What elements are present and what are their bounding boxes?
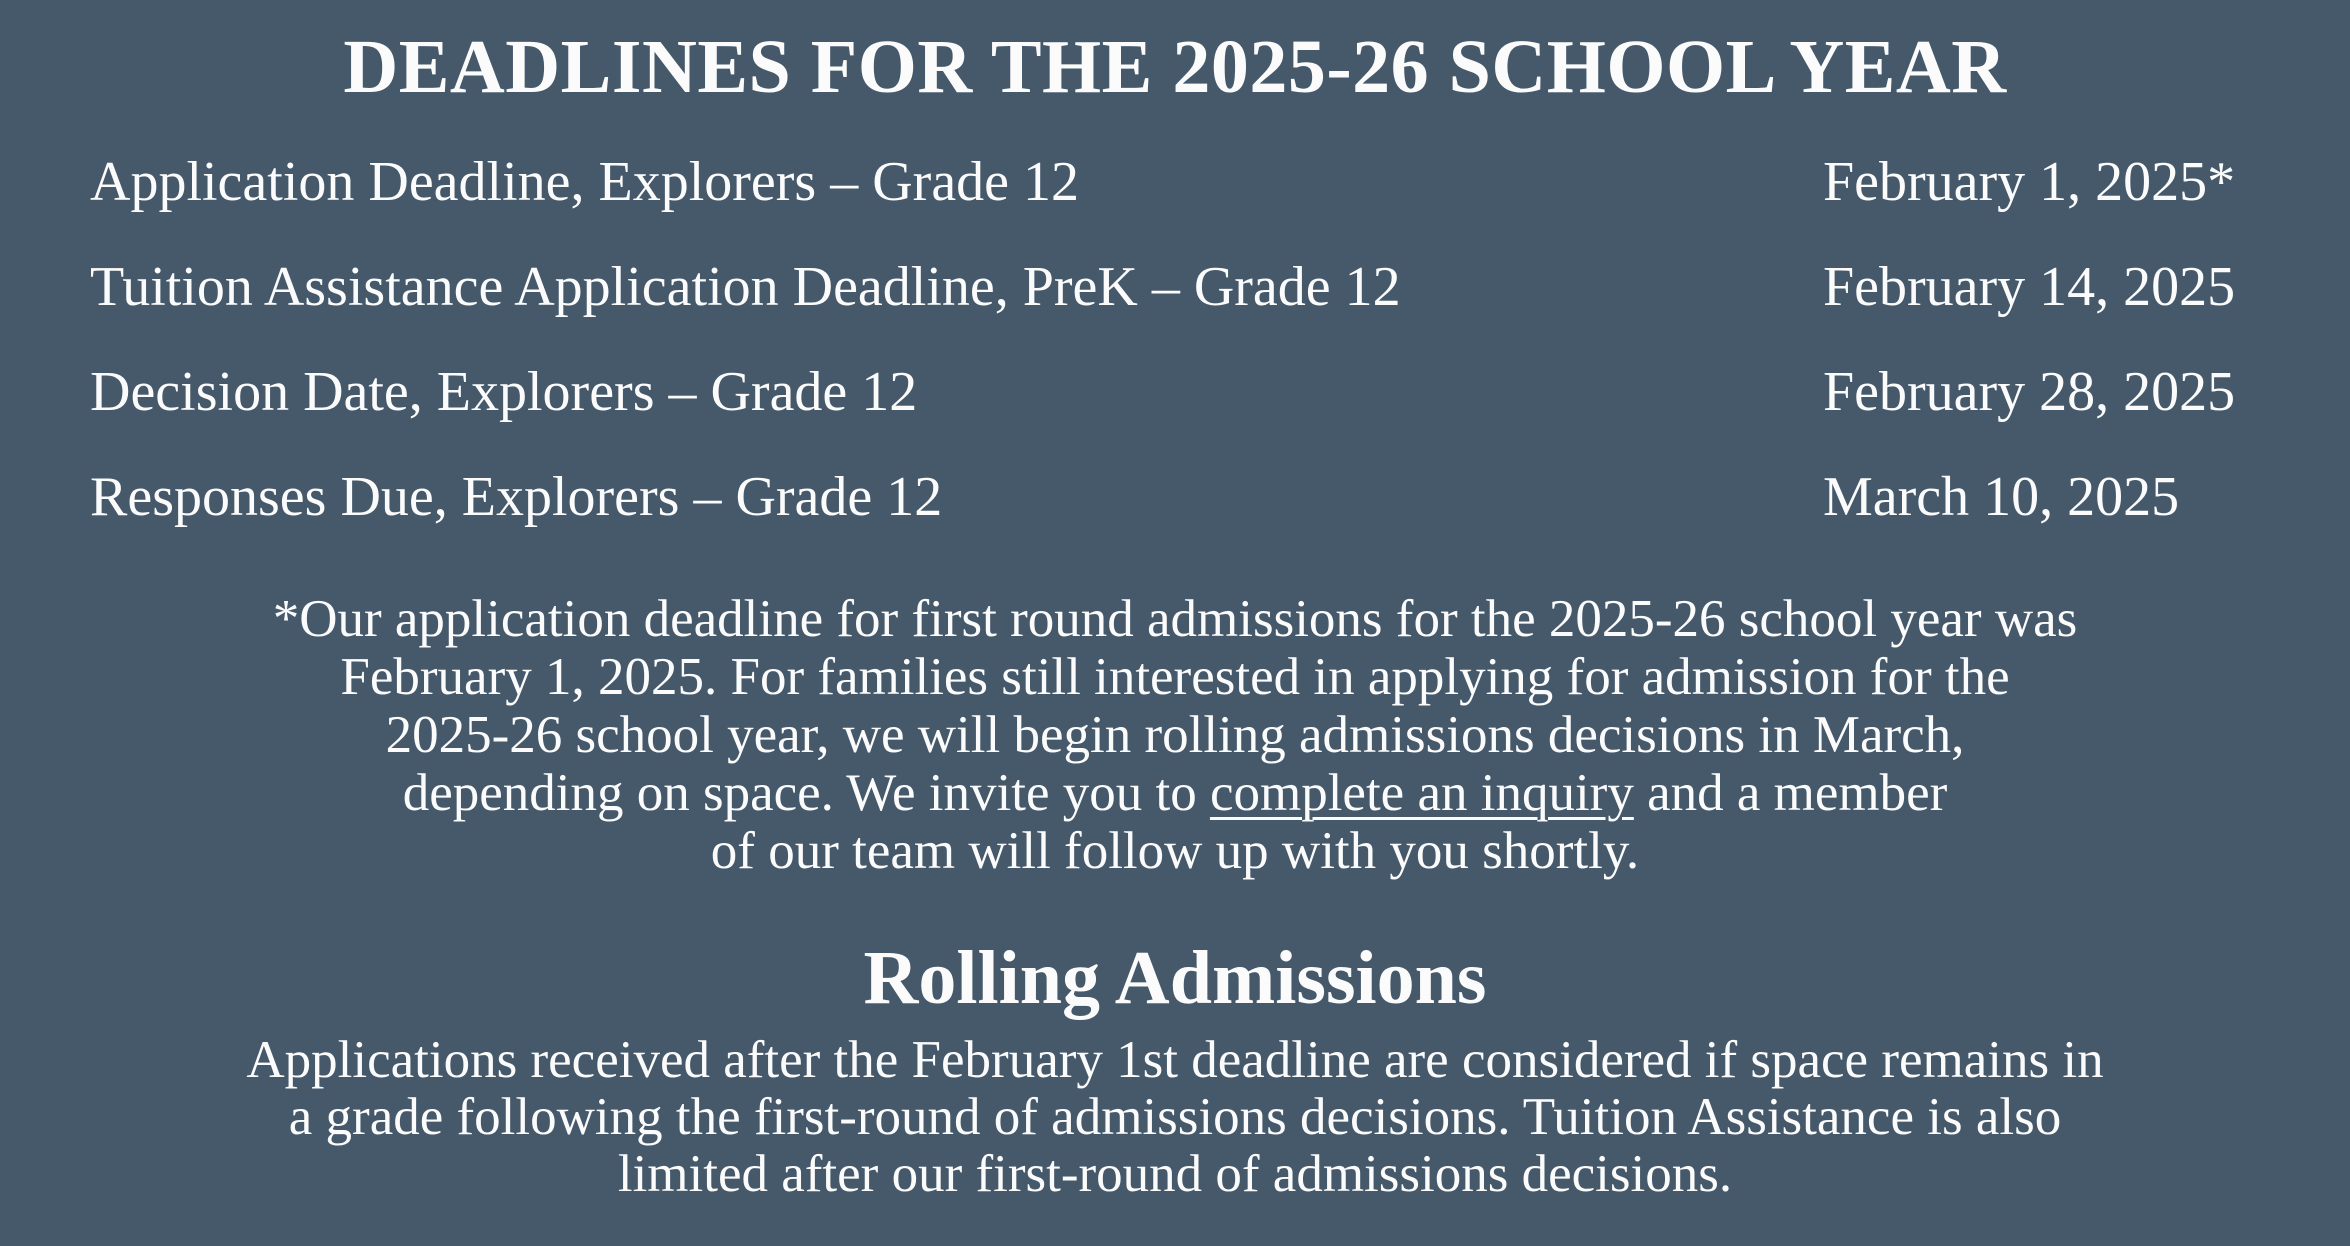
deadline-date: February 14, 2025 [1823, 256, 2236, 319]
deadline-row-decision-date [90, 340, 2300, 445]
page-title: DEADLINES FOR THE 2025-26 SCHOOL YEAR [343, 25, 2007, 109]
footnote-line-2: February 1, 2025. For families still interested in applying for admission for the [340, 647, 2010, 706]
deadline-date: March 10, 2025 [1823, 466, 2180, 529]
deadline-row-application [90, 130, 2300, 235]
footnote-paragraph [0, 590, 2350, 880]
rolling-line-2: a grade following the first-round of admissions decisions. Tuition Assistance is also [288, 1088, 2062, 1147]
rolling-admissions-paragraph [0, 1032, 2350, 1203]
footnote-line-1: *Our application deadline for first round admissions for the 2025-26 school year was [272, 589, 2078, 648]
rolling-line-3: limited after our first-round of admissions decisions. [617, 1145, 1733, 1204]
footnote-line-4-prefix: depending on space. We invite you to [402, 763, 1210, 822]
deadline-label: Responses Due, Explorers – Grade 12 [90, 466, 943, 529]
deadline-label: Application Deadline, Explorers – Grade 12 [90, 151, 1080, 214]
deadline-date: February 28, 2025 [1823, 361, 2236, 424]
deadline-label: Tuition Assistance Application Deadline, PreK – Grade 12 [90, 256, 1401, 319]
deadline-row-tuition-assistance [90, 235, 2300, 340]
footnote-line-5: of our team will follow up with you shortly. [710, 821, 1640, 880]
footnote-line-3: 2025-26 school year, we will begin rolling admissions decisions in March, [385, 705, 1965, 764]
complete-inquiry-link[interactable]: complete an inquiry [1209, 763, 1634, 822]
rolling-line-1: Applications received after the February 1st deadline are considered if space remains in [246, 1031, 2104, 1090]
deadline-label: Decision Date, Explorers – Grade 12 [90, 361, 918, 424]
deadline-list [0, 130, 2350, 550]
rolling-admissions-heading: Rolling Admissions [863, 935, 1487, 1020]
deadline-row-responses-due [90, 445, 2300, 550]
deadline-date: February 1, 2025* [1823, 151, 2236, 214]
footnote-line-4-suffix: and a member [1633, 763, 1948, 822]
